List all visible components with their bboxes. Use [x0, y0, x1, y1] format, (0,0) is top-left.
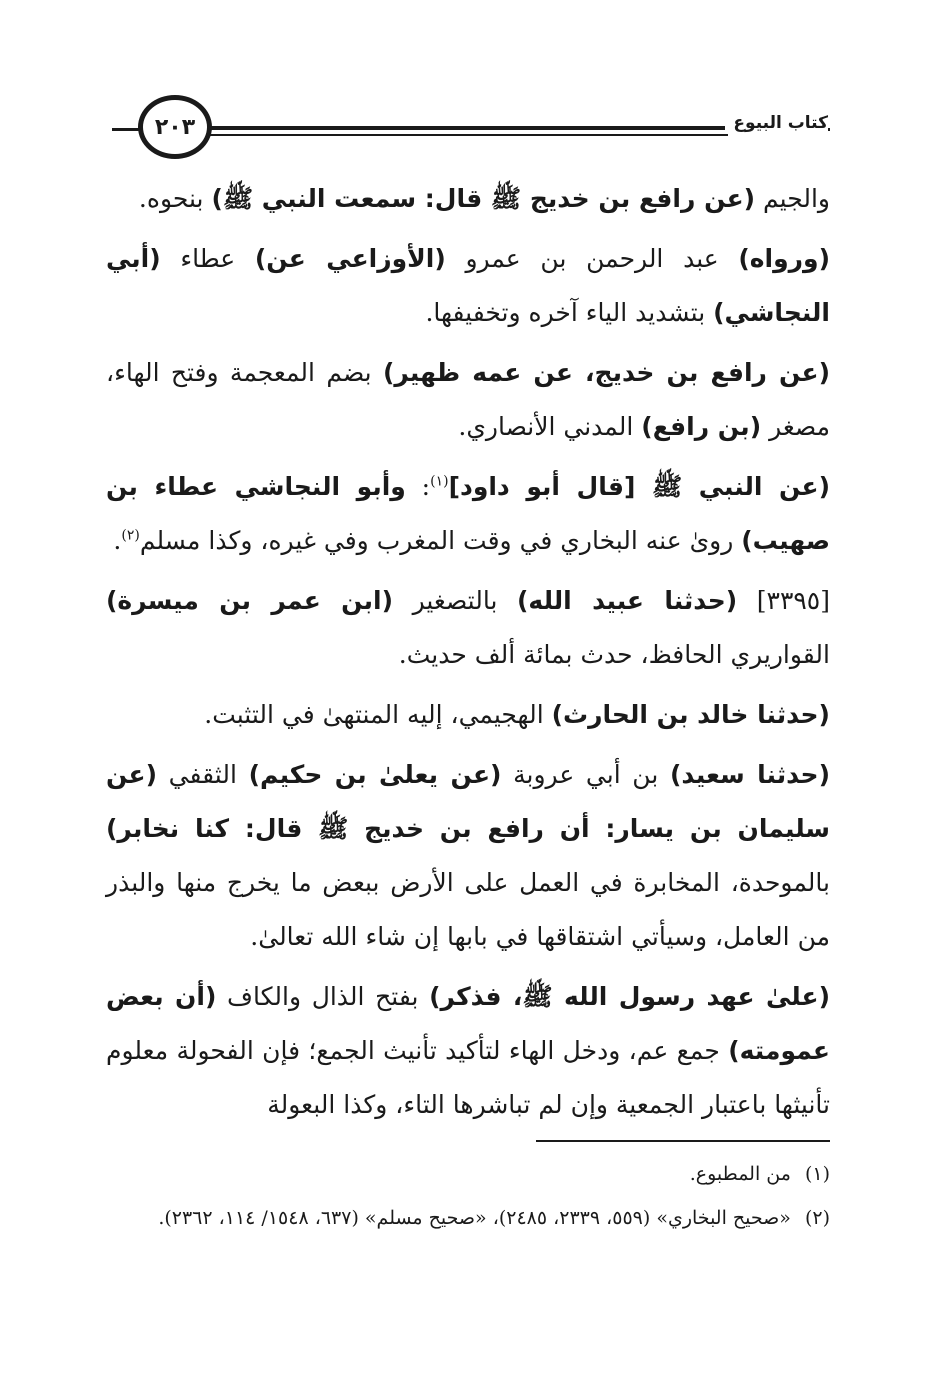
text-run: :: [405, 472, 431, 501]
main-text: [106, 172, 830, 1138]
footnote-text: «صحيح البخاري» (٥٥٩، ٢٣٣٩، ٢٤٨٥)، «صحيح مسلم» (٦٣٧، ١٥٤٨/ ١١٤، ٢٣٦٢).: [158, 1207, 791, 1229]
text-run: والجيم: [755, 184, 830, 213]
footnote-number: (١): [804, 1163, 830, 1185]
bold-run: (عن النبي ﷺ [قال أبو داود]: [448, 472, 831, 501]
bold-run: (بن رافع): [641, 412, 762, 441]
paragraph: [106, 970, 830, 1132]
text-run: عطاء: [160, 244, 255, 273]
bold-run: (الأوزاعي عن): [254, 244, 446, 273]
paragraph: [106, 172, 830, 226]
footnote-ref: (٢): [121, 527, 140, 544]
footnote-text: من المطبوع.: [689, 1163, 791, 1185]
text-run: المدني الأنصاري.: [458, 412, 642, 441]
text-run: بنحوه.: [138, 184, 212, 213]
text-run: بتشديد الياء آخره وتخفيفها.: [425, 298, 714, 327]
bold-run: (حدثنا خالد بن الحارث): [551, 700, 830, 729]
text-run: بفتح الذال والكاف: [216, 982, 430, 1011]
bold-run: وأبو النجاشي عطاء بن صهيب): [106, 472, 830, 555]
header-rule: [208, 126, 728, 130]
bold-run: (حدثنا عبيد الله): [516, 586, 738, 615]
text-run: بالتصغير: [393, 586, 517, 615]
text-run: جمع عم، ودخل الهاء لتأكيد تأنيث الجمع؛ فإن الفحولة معلوم تأنيثها باعتبار الجمعية وإن لم تباشرها التاء، وكذا البعولة: [106, 1036, 830, 1119]
bold-run: (ورواه): [738, 244, 830, 273]
paragraph: [106, 748, 830, 964]
page-number-badge: [138, 95, 212, 159]
paragraph: [106, 574, 830, 682]
text-run: بن أبي عروبة: [501, 760, 670, 789]
bold-run: (حدثنا سعيد): [669, 760, 830, 789]
bold-run: (عن يعلىٰ بن حكيم): [248, 760, 502, 789]
bold-run: (ابن عمر بن ميسرة): [106, 586, 394, 615]
text-run: عبد الرحمن بن عمرو: [445, 244, 739, 273]
footnote-ref: (١): [430, 473, 449, 490]
bold-run: (أن بعض عمومته): [106, 982, 830, 1065]
text-run: بضم المعجمة وفتح الهاء، مصغر: [106, 358, 830, 441]
footnote: [106, 1156, 830, 1192]
text-run: القواريري الحافظ، حدث بمائة ألف حديث.: [398, 640, 830, 669]
text-run: بالموحدة، المخابرة في العمل على الأرض ببعض ما يخرج منها والبذر من العامل، وسيأتي اشتقاقها في بابها إن شاء الله تعالىٰ.: [106, 868, 830, 951]
text-run: رویٰ عنه البخاري في وقت المغرب وفي غيره، وكذا مسلم: [139, 526, 742, 555]
paragraph: [106, 688, 830, 742]
bold-run: (عن سليمان بن يسار: أن رافع بن خديج ﷺ قال: كنا نخابر): [106, 760, 830, 843]
header-rule-thin: [208, 134, 728, 136]
footnote-number: (٢): [804, 1207, 830, 1229]
bold-run: (أبي النجاشي): [106, 244, 830, 327]
paragraph: [106, 232, 830, 340]
running-head: كتاب البيوع: [725, 113, 828, 133]
bold-run: (علىٰ عهد رسول الله ﷺ، فذكر): [429, 982, 830, 1011]
footnote-rule: [536, 1140, 830, 1142]
footnote: [106, 1200, 830, 1236]
paragraph: [106, 346, 830, 454]
bold-run: (عن رافع بن خديج، عن عمه ظهير): [382, 358, 831, 387]
page-number: ٢٠٣: [154, 114, 196, 140]
bold-run: (عن رافع بن خديج ﷺ قال: سمعت النبي ﷺ): [211, 184, 756, 213]
text-run: .: [113, 526, 122, 555]
text-run: الثقفي: [157, 760, 249, 789]
paragraph: [106, 460, 830, 568]
footnotes: [106, 1156, 830, 1244]
text-run: الهجيمي، إليه المنتهىٰ في التثبت.: [204, 700, 552, 729]
text-run: [٣٣٩٥]: [737, 586, 830, 615]
